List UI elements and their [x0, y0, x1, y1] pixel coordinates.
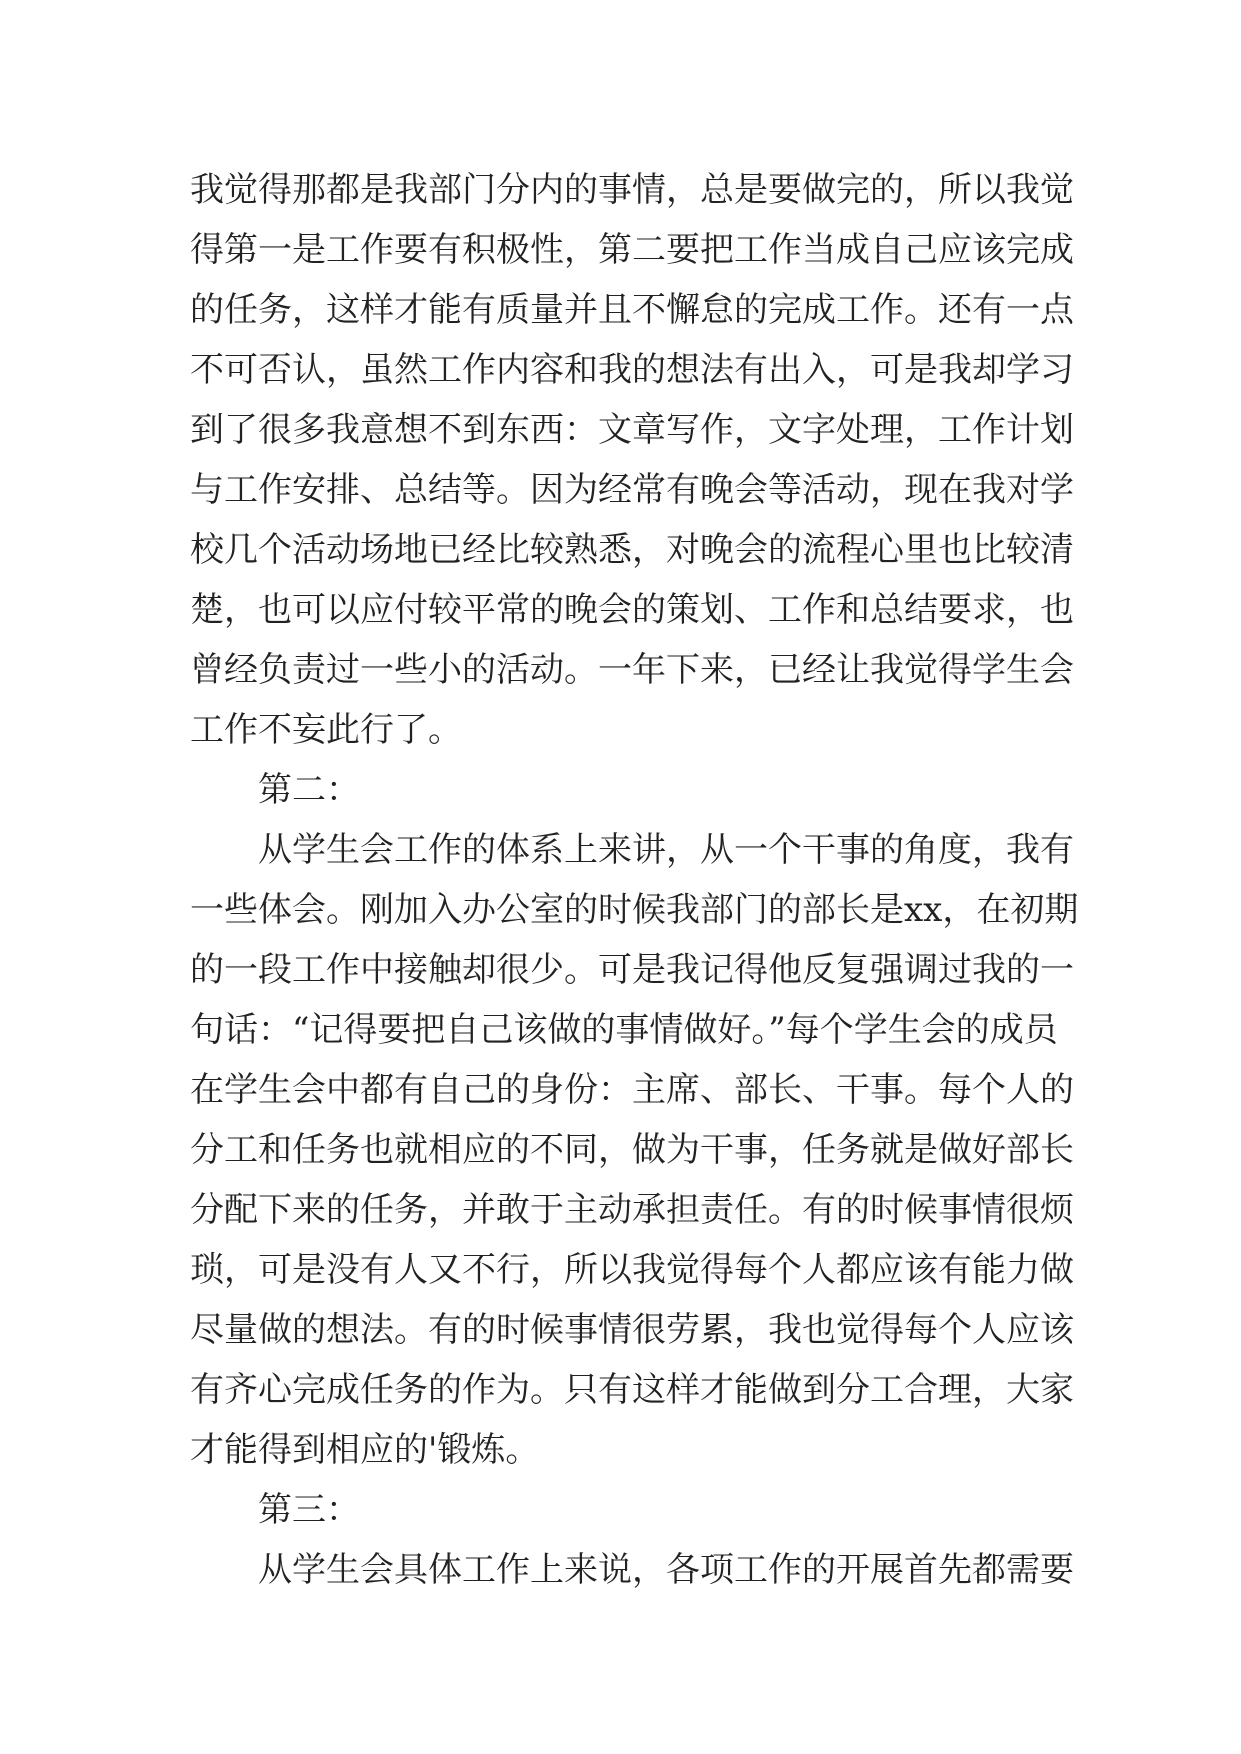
text-line: 曾经负责过一些小的活动。一年下来，已经让我觉得学生会 [190, 650, 1074, 690]
text-line: 有齐心完成任务的作为。只有这样才能做到分工合理，大家 [190, 1370, 1074, 1410]
section-heading-second: 第二： [258, 770, 360, 810]
text-line: 到了很多我意想不到东西：文章写作，文字处理，工作计划 [190, 410, 1074, 450]
text-line: 的任务，这样才能有质量并且不懈怠的完成工作。还有一点 [190, 290, 1074, 330]
section-heading-third: 第三： [258, 1490, 360, 1530]
text-line: 楚，也可以应付较平常的晚会的策划、工作和总结要求，也 [190, 590, 1074, 630]
text-line: 得第一是工作要有积极性，第二要把工作当成自己应该完成 [190, 230, 1074, 270]
text-line: 才能得到相应的'锻炼。 [190, 1430, 540, 1470]
text-line: 一些体会。刚加入办公室的时候我部门的部长是xx，在初期 [190, 890, 1079, 930]
text-line: 工作不妄此行了。 [190, 710, 462, 750]
text-line: 与工作安排、总结等。因为经常有晚会等活动，现在我对学 [190, 470, 1074, 510]
text-line: 不可否认，虽然工作内容和我的想法有出入，可是我却学习 [190, 350, 1074, 390]
text-line: 校几个活动场地已经比较熟悉，对晚会的流程心里也比较清 [190, 530, 1074, 570]
text-line: 我觉得那都是我部门分内的事情，总是要做完的，所以我觉 [190, 170, 1074, 210]
paragraph-first-line: 从学生会具体工作上来说，各项工作的开展首先都需要 [258, 1550, 1074, 1590]
text-line: 句话：“记得要把自己该做的事情做好。”每个学生会的成员 [190, 1010, 1058, 1050]
text-line: 在学生会中都有自己的身份：主席、部长、干事。每个人的 [190, 1070, 1074, 1110]
text-line: 尽量做的想法。有的时候事情很劳累，我也觉得每个人应该 [190, 1310, 1074, 1350]
paragraph-first-line: 从学生会工作的体系上来讲，从一个干事的角度，我有 [258, 830, 1074, 870]
text-line: 琐，可是没有人又不行，所以我觉得每个人都应该有能力做 [190, 1250, 1074, 1290]
text-line: 分工和任务也就相应的不同，做为干事，任务就是做好部长 [190, 1130, 1074, 1170]
text-line: 的一段工作中接触却很少。可是我记得他反复强调过我的一 [190, 950, 1074, 990]
text-line: 分配下来的任务，并敢于主动承担责任。有的时候事情很烦 [190, 1190, 1074, 1230]
